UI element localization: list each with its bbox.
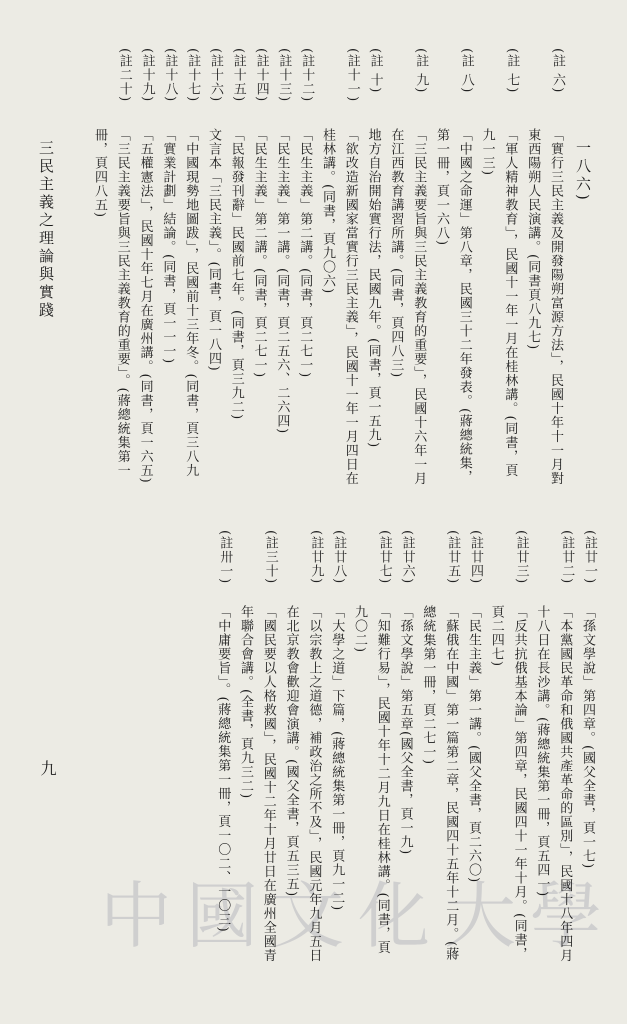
footnote-marker: (註 十) — [367, 48, 383, 94]
footnote-text: 「三民主義要旨與三民主義教育的重要」。(蔣總統集第一 — [114, 128, 130, 478]
footnote-text: 「本黨國民革命和俄國共產革命的區別」，民國十八年四月 — [557, 605, 573, 963]
page-range-header: 一八六) — [574, 140, 592, 203]
footnote-text: 在北京教會歡迎會演講。(國父全書，頁五三五) — [283, 605, 299, 898]
footnote-text: 冊，頁四八五) — [92, 128, 107, 219]
footnote-text: 文言本「三民主義」。(同書，頁一八四) — [206, 128, 221, 372]
footnote-marker: (註廿三) — [513, 530, 529, 585]
footnote-marker: (註十八) — [162, 48, 178, 103]
footnote-text: 「蘇俄在中國」第一篇第二章，民國四十五年十二月。(蔣 — [443, 605, 459, 962]
footnote-marker: (註 九) — [413, 48, 429, 94]
footnote-text: 「民生主義」第一講。(同書，頁二五六、二六四) — [274, 128, 290, 435]
footnote-marker: (註廿一) — [582, 530, 597, 585]
footnote-text: 「民報發刊辭」民國前七年。(同書，頁三九二) — [228, 128, 244, 421]
footnote-text: 「中庸要旨」。(蔣總統集第一冊，頁一〇二、一〇三) — [215, 605, 231, 933]
footnote-text: 「實行三民主義及開發陽朔富源方法」，民國十年十一月對 — [548, 128, 563, 486]
footnote-text: 「五權憲法」，民國十年七月在廣州講。(同書，頁一六五) — [137, 128, 153, 484]
footnote-text: 「大學之道」下篇，(蔣總統集第一冊，頁九一二) — [329, 605, 345, 912]
footnote-text: 「軍人精神教育」，民國十一年一月在桂林講。(同書，頁 — [502, 128, 518, 478]
footnote-text: 年聯合會講。(全書，頁九三二) — [238, 605, 253, 800]
footnote-marker: (註 六) — [550, 48, 565, 94]
footnote-marker: (註十六) — [208, 48, 223, 103]
footnote-marker: (註十二) — [299, 48, 315, 103]
footnote-marker: (註廿八) — [331, 530, 347, 585]
footnote-text: 在江西教育講習所講。(同書，頁四八三) — [388, 128, 404, 379]
footnote-text: 「反共抗俄基本論」第四章，民國四十一年十月。(同書， — [511, 605, 527, 962]
footnote-marker: (註十四) — [253, 48, 269, 103]
footnote-text: 九〇二) — [352, 605, 367, 654]
footnote-text: 東西陽朔人民演講。(同書頁八九七) — [525, 128, 541, 351]
footnote-text: 桂林講。(同書，頁九〇六) — [320, 128, 335, 295]
footnote-marker: (註十一) — [344, 48, 360, 103]
footnote-marker: (註廿五) — [445, 530, 461, 585]
footnote-marker: (註十五) — [230, 48, 246, 103]
footnote-text: 「中國現勢地圖跋」，民國前十三年冬。(同書，頁三八九 — [183, 128, 199, 478]
footnote-text: 「三民主義要旨與三民主義教育的重要」，民國十六年一月 — [411, 128, 427, 486]
footnote-marker: (註 八) — [458, 48, 474, 94]
footnote-text: 「中國之命運」第八章，民國三十二年發表。(蔣總統集， — [456, 128, 472, 485]
footnote-marker: (註廿九) — [308, 530, 324, 585]
footnote-text: 「知難行易」，民國十年十二月九日在桂林講。(同書，頁 — [374, 605, 390, 955]
footnote-text: 「民生主義」第一講。(國父全書，頁二六〇) — [466, 605, 481, 884]
footnote-marker: (註廿六) — [399, 530, 415, 585]
footnote-text: 頁二四七) — [488, 605, 504, 668]
footnote-text: 十八日在長沙講。(蔣總統集第一冊，頁五四一) — [534, 605, 550, 898]
footnote-marker: (註十九) — [139, 48, 155, 103]
footnote-text: 「以宗教上之道德，補政治之所不及」，民國元年九月五日 — [306, 605, 322, 963]
footnote-marker: (註三十) — [262, 530, 278, 585]
footnote-marker: (註廿四) — [468, 530, 483, 585]
footnote-text: 「欲改造新國家當實行三民主義」，民國十一年一月四日在 — [342, 128, 358, 486]
footnote-text: 「孫文學說」第五章(國父全書，頁一九) — [397, 605, 413, 856]
footnote-marker: (註十三) — [276, 48, 292, 103]
footnote-text: 地方自治開始實行法，民國九年。(同書，頁一五九) — [365, 128, 381, 449]
watermark: 中國文化大學 — [100, 874, 617, 958]
footnote-text: 「民生主義」第二講。(同書，頁二七一) — [251, 128, 267, 379]
footnote-text: 總統集第一冊，頁二七一) — [420, 605, 436, 766]
footnote-marker: (註卅一) — [217, 530, 233, 585]
footnote-marker: (註 七) — [504, 48, 520, 94]
footnote-text: 「民生主義」第二講。(同書，頁二七一) — [297, 128, 313, 379]
footnote-marker: (註十七) — [185, 48, 201, 103]
page-number: 九 — [38, 760, 57, 779]
book-title: 三民主義之理論與實踐 — [37, 140, 55, 320]
footnote-marker: (註廿七) — [376, 530, 392, 585]
footnote-text: 「國民要以人格救國」，民國十二年十月廿日在廣州全國青 — [260, 605, 276, 963]
footnote-text: 九一三) — [479, 128, 495, 177]
footnote-text: 「孫文學說」第四章。(國父全書，頁一七) — [580, 605, 595, 870]
footnote-text: 「實業計劃」結論。(同書，頁一一一) — [160, 128, 176, 365]
footnote-marker: (註二十) — [116, 48, 132, 103]
footnote-text: 第一冊，頁一六八) — [434, 128, 449, 247]
footnote-marker: (註廿二) — [559, 530, 575, 585]
